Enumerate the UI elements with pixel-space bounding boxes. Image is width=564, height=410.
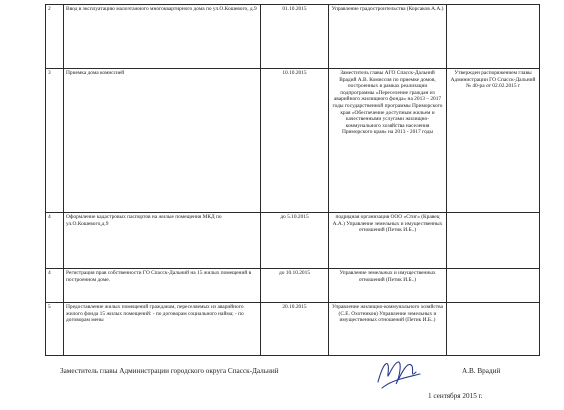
- handwritten-signature: [372, 352, 424, 392]
- document-date: 1 сентября 2015 г.: [428, 392, 483, 400]
- task-cell: Регистрация прав собственности ГО Спасск-Дальний на 15 жилых помещений в построенном доме.: [64, 269, 261, 303]
- responsible-cell: Управление градостроительства (Корсаков А.А.): [329, 5, 447, 69]
- row-number: 5: [46, 303, 64, 356]
- note-cell: [447, 269, 540, 303]
- note-cell: [447, 213, 540, 269]
- signatory-position: Заместитель главы Администрации городского округа Спасск-Дальний: [60, 367, 279, 375]
- row-number: 2: [46, 5, 64, 69]
- task-cell: Приемка дома комиссией: [64, 69, 261, 213]
- date-cell: 20.10.2015: [261, 303, 329, 356]
- table-row: [46, 269, 540, 303]
- row-number: 4: [46, 269, 64, 303]
- responsible-cell: Управление жилищно-коммунального хозяйства (С.Е. Охотников) Управление земельных и имущественных отношений (Петик И.Б..): [329, 303, 447, 356]
- date-cell: до 5.10.2015: [261, 213, 329, 269]
- task-cell: Предоставление жилых помещений гражданам, переселяемых из аварийного жилого фонда 15 жилых помещений: - по договорам социального найма; - по договорам мены: [64, 303, 261, 356]
- date-cell: до 10.10.2015: [261, 269, 329, 303]
- responsible-cell: Заместитель главы АГО Спасск-Дальний Врадий А.В. Комиссия по приемке домов, построенных в рамках реализации подпрограммы «Переселение граждан из аварийного жилищного фонда» на 2013 – 2017 годы государственной программы Приморского края «Обеспечение доступным жильем и качественными услугами жилищно-коммунального хозяйства населения Приморского края» на 2013 - 2017 годы: [329, 69, 447, 213]
- table-row: [46, 213, 540, 269]
- date-cell: 10.10.2015: [261, 69, 329, 213]
- note-cell: [447, 5, 540, 69]
- signatory-name: А.В. Врадий: [462, 367, 501, 375]
- table-row: [46, 303, 540, 356]
- row-number: 3: [46, 69, 64, 213]
- plan-table: [45, 4, 540, 356]
- table-row: [46, 5, 540, 69]
- note-cell: [447, 303, 540, 356]
- responsible-cell: подрядная организация ООО «Стиг» (Кравец А.А.) Управление земельных и имущественных отношений (Петик И.Б..): [329, 213, 447, 269]
- note-cell: Утвержден распоряжением главы Администрации ГО Спасск-Дальний № 40-ра от 02.02.2015 г: [447, 69, 540, 213]
- responsible-cell: Управление земельных и имущественных отношений (Петик И.Б..): [329, 269, 447, 303]
- row-number: 4: [46, 213, 64, 269]
- table-row: [46, 69, 540, 213]
- task-cell: Оформление кадастровых паспортов на жилые помещения МКД по ул.О.Кошевого,д.9: [64, 213, 261, 269]
- date-cell: 01.10.2015: [261, 5, 329, 69]
- task-cell: Ввод в эксплуатацию малоэтажного многоквартирного дома по ул.О.Кошевого, д.9: [64, 5, 261, 69]
